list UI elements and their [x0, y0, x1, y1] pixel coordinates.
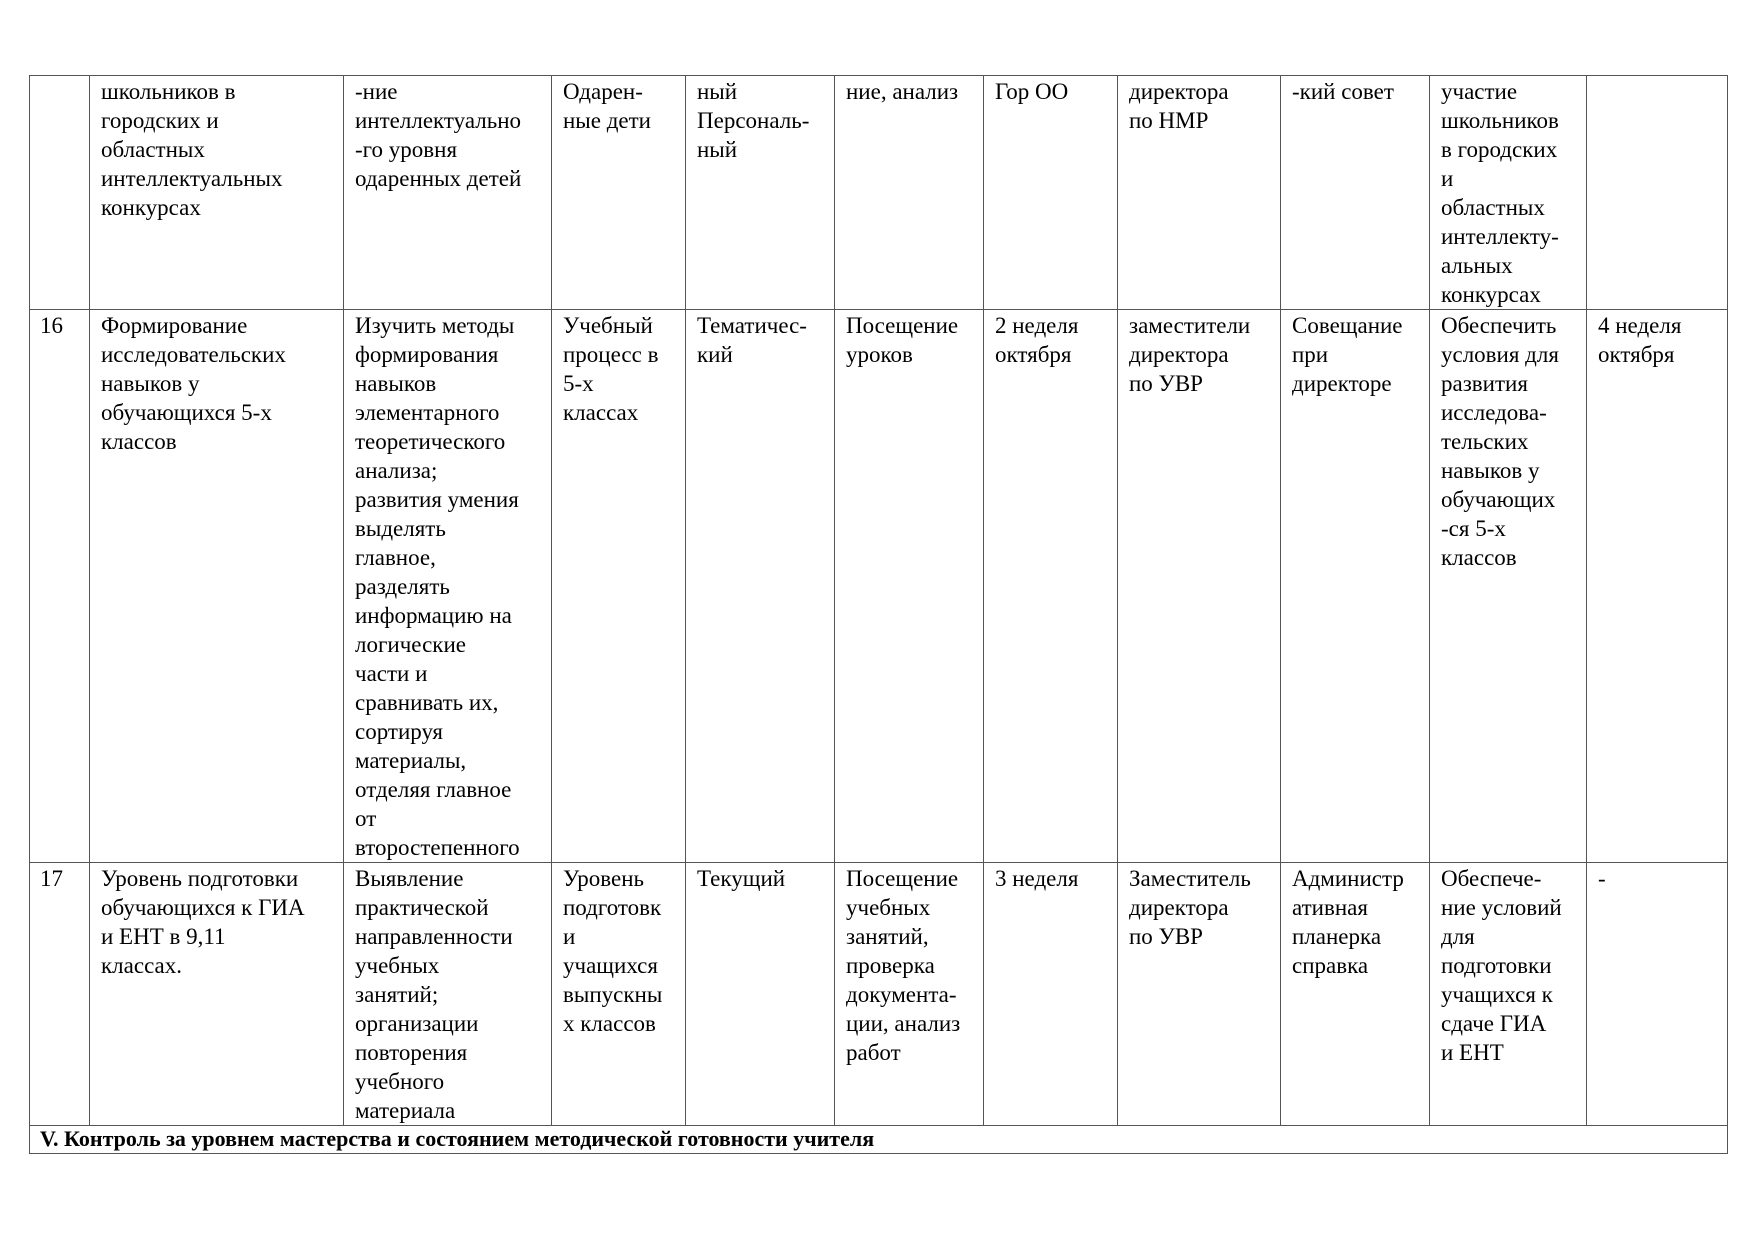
section-heading: V. Контроль за уровнем мастерства и состоянием методической готовности учителя — [30, 1126, 1728, 1154]
method-cell: ние, анализ — [835, 76, 984, 310]
recheck-cell — [1587, 76, 1728, 310]
review-place-cell: Совещание при директоре — [1281, 310, 1430, 863]
topic-cell: Уровень подготовки обучающихся к ГИА и ЕНТ в 9,11 классах. — [90, 863, 344, 1126]
goal-cell: Выявление практической направленности учебных занятий; организации повторения учебного материала — [344, 863, 552, 1126]
result-cell: Обеспечить условия для развития исследова- тельских навыков у обучающих -ся 5-х классов — [1430, 310, 1587, 863]
review-place-cell: Администр ативная планерка справка — [1281, 863, 1430, 1126]
responsible-cell: директора по НМР — [1118, 76, 1281, 310]
result-cell: Обеспече- ние условий для подготовки учащихся к сдаче ГИА и ЕНТ — [1430, 863, 1587, 1126]
recheck-cell: - — [1587, 863, 1728, 1126]
row-number-cell: 17 — [30, 863, 90, 1126]
method-cell: Посещение учебных занятий, проверка документа- ции, анализ работ — [835, 863, 984, 1126]
result-cell: участие школьников в городских и областных интеллекту- альных конкурсах — [1430, 76, 1587, 310]
topic-cell: Формирование исследовательских навыков у обучающихся 5-х классов — [90, 310, 344, 863]
section-heading-row — [30, 1126, 1728, 1154]
control-plan-table — [29, 75, 1728, 1154]
control-type-cell: ный Персональ- ный — [686, 76, 835, 310]
table-row — [30, 76, 1728, 310]
method-cell: Посещение уроков — [835, 310, 984, 863]
goal-cell: Изучить методы формирования навыков элементарного теоретического анализа; развития умения выделять главное, разделять информацию на логические части и сравнивать их, сортируя материалы, отделяя главное от второстепенного — [344, 310, 552, 863]
object-cell: Уровень подготовк и учащихся выпускны х классов — [552, 863, 686, 1126]
recheck-cell: 4 неделя октября — [1587, 310, 1728, 863]
date-cell: 2 неделя октября — [984, 310, 1118, 863]
responsible-cell: заместители директора по УВР — [1118, 310, 1281, 863]
responsible-cell: Заместитель директора по УВР — [1118, 863, 1281, 1126]
date-cell: 3 неделя — [984, 863, 1118, 1126]
row-number-cell: 16 — [30, 310, 90, 863]
object-cell: Учебный процесс в 5-х классах — [552, 310, 686, 863]
row-number-cell — [30, 76, 90, 310]
review-place-cell: -кий совет — [1281, 76, 1430, 310]
object-cell: Одарен- ные дети — [552, 76, 686, 310]
table-row — [30, 310, 1728, 863]
table-row — [30, 863, 1728, 1126]
control-type-cell: Текущий — [686, 863, 835, 1126]
control-type-cell: Тематичес- кий — [686, 310, 835, 863]
topic-cell: школьников в городских и областных интеллектуальных конкурсах — [90, 76, 344, 310]
goal-cell: -ние интеллектуально -го уровня одаренных детей — [344, 76, 552, 310]
date-cell: Гор ОО — [984, 76, 1118, 310]
